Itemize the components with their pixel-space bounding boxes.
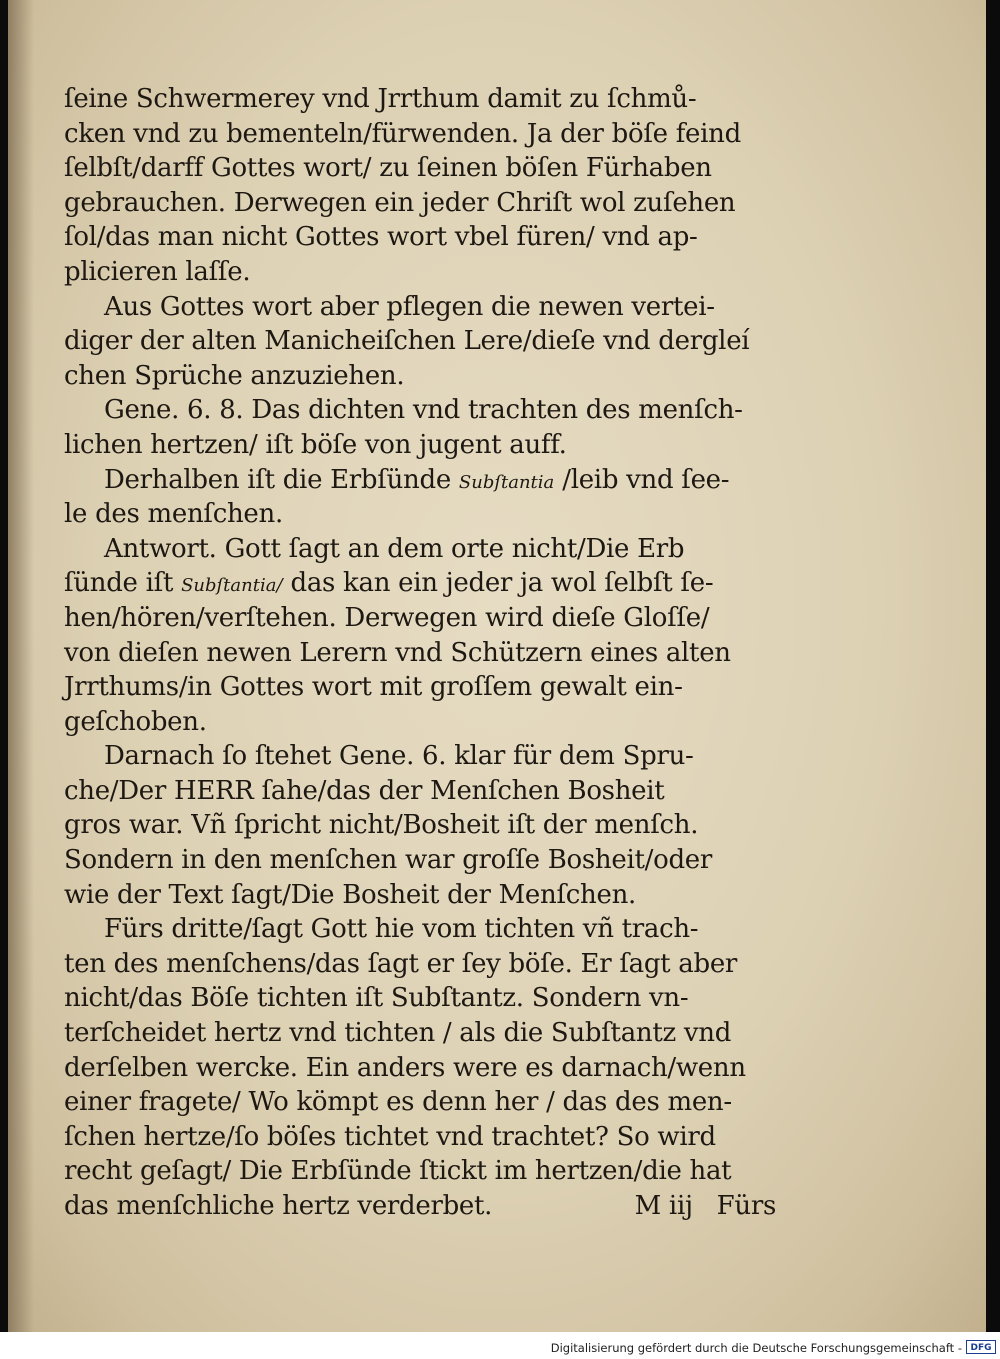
text-span: ſünde iſt [64, 568, 174, 599]
funding-credit: Digitalisierung gefördert durch die Deutsche Forschungsgemeinschaft - [550, 1341, 962, 1355]
text-line: von dieſen newen Lerern vnd Schützern eines alten [64, 637, 731, 668]
latin-term: Subſtantia/ [181, 575, 283, 597]
text-line: einer fragete/ Wo kömpt es denn her / das des men- [64, 1087, 732, 1118]
text-line: geſchoben. [64, 706, 207, 737]
last-line [64, 1189, 776, 1224]
text-line: diger der alten Manicheiſchen Lere/dieſe vnd dergleí [64, 326, 750, 357]
text-line: ſol/das man nicht Gottes wort vbel füren/ vnd ap- [64, 222, 698, 253]
signature-catchword [635, 1189, 776, 1224]
catchword: Fürs [716, 1191, 776, 1221]
text-line: Antwort. Gott ſagt an dem orte nicht/Die Erb [104, 533, 685, 564]
text-line: le des menſchen. [64, 499, 283, 530]
signature-mark: M iij [634, 1191, 693, 1221]
text-line [64, 463, 776, 498]
text-line: gros war. Vñ ſpricht nicht/Bosheit iſt der menſch. [64, 810, 699, 841]
dfg-logo: DFG [966, 1340, 996, 1354]
text-line: lichen hertzen/ iſt böſe von jugent auff. [64, 429, 567, 460]
text-line: Jrrthums/in Gottes wort mit groſſem gewalt ein- [64, 672, 683, 703]
text-line: nicht/das Böſe tichten iſt Subſtantz. Sondern vn- [64, 983, 689, 1014]
text-line: terſcheidet hertz vnd tichten / als die Subſtantz vnd [64, 1018, 732, 1049]
text-line: Darnach ſo ſtehet Gene. 6. klar für dem Spru- [104, 741, 694, 772]
text-line: Gene. 6. 8. Das dichten vnd trachten des menſch- [104, 395, 743, 426]
text-line: ſeine Schwermerey vnd Jrrthum damit zu ſchmů- [64, 84, 697, 114]
text-span: Derhalben iſt die Erbſünde [104, 464, 451, 495]
text-line: cken vnd zu bementeln/fürwenden. Ja der böſe feind [64, 118, 741, 149]
latin-term: Subſtantia [458, 471, 555, 493]
text-line: Fürs dritte/ſagt Gott hie vom tichten vñ trach- [104, 914, 699, 945]
text-line: Aus Gottes wort aber pflegen die newen vertei- [104, 291, 715, 322]
text-line: derſelben wercke. Ein anders were es darnach/wenn [64, 1052, 746, 1083]
text-line: gebrauchen. Derwegen ein jeder Chriſt wol zuſehen [64, 187, 736, 218]
text-line: che/Der HERR ſahe/das der Menſchen Bosheit [64, 775, 665, 806]
text-line: plicieren laſſe. [64, 256, 251, 287]
text-line [64, 566, 776, 601]
text-span: /leib vnd ſee- [562, 464, 730, 495]
text-line: recht geſagt/ Die Erbſünde ſtickt im hertzen/die hat [64, 1156, 732, 1187]
page-text-block [64, 82, 776, 1224]
text-span: das menſchliche hertz verderbet. [64, 1191, 493, 1221]
page-gutter-shadow [8, 0, 34, 1332]
text-line: wie der Text ſagt/Die Bosheit der Menſchen. [64, 879, 636, 910]
text-line: Sondern in den menſchen war groſſe Bosheit/oder [64, 845, 712, 876]
text-line: ſchen hertze/ſo böſes tichtet vnd trachtet? So wird [64, 1121, 716, 1152]
text-line: hen/hören/verſtehen. Derwegen wird dieſe Gloſſe/ [64, 602, 710, 633]
text-line: ten des menſchens/das ſagt er ſey böſe. Er ſagt aber [64, 948, 738, 979]
text-span: das kan ein jeder ja wol ſelbſt ſe- [290, 568, 714, 599]
text-line: chen Sprüche anzuziehen. [64, 360, 405, 391]
text-line: ſelbſt/darff Gottes wort/ zu ſeinen böſen Fürhaben [64, 153, 712, 184]
